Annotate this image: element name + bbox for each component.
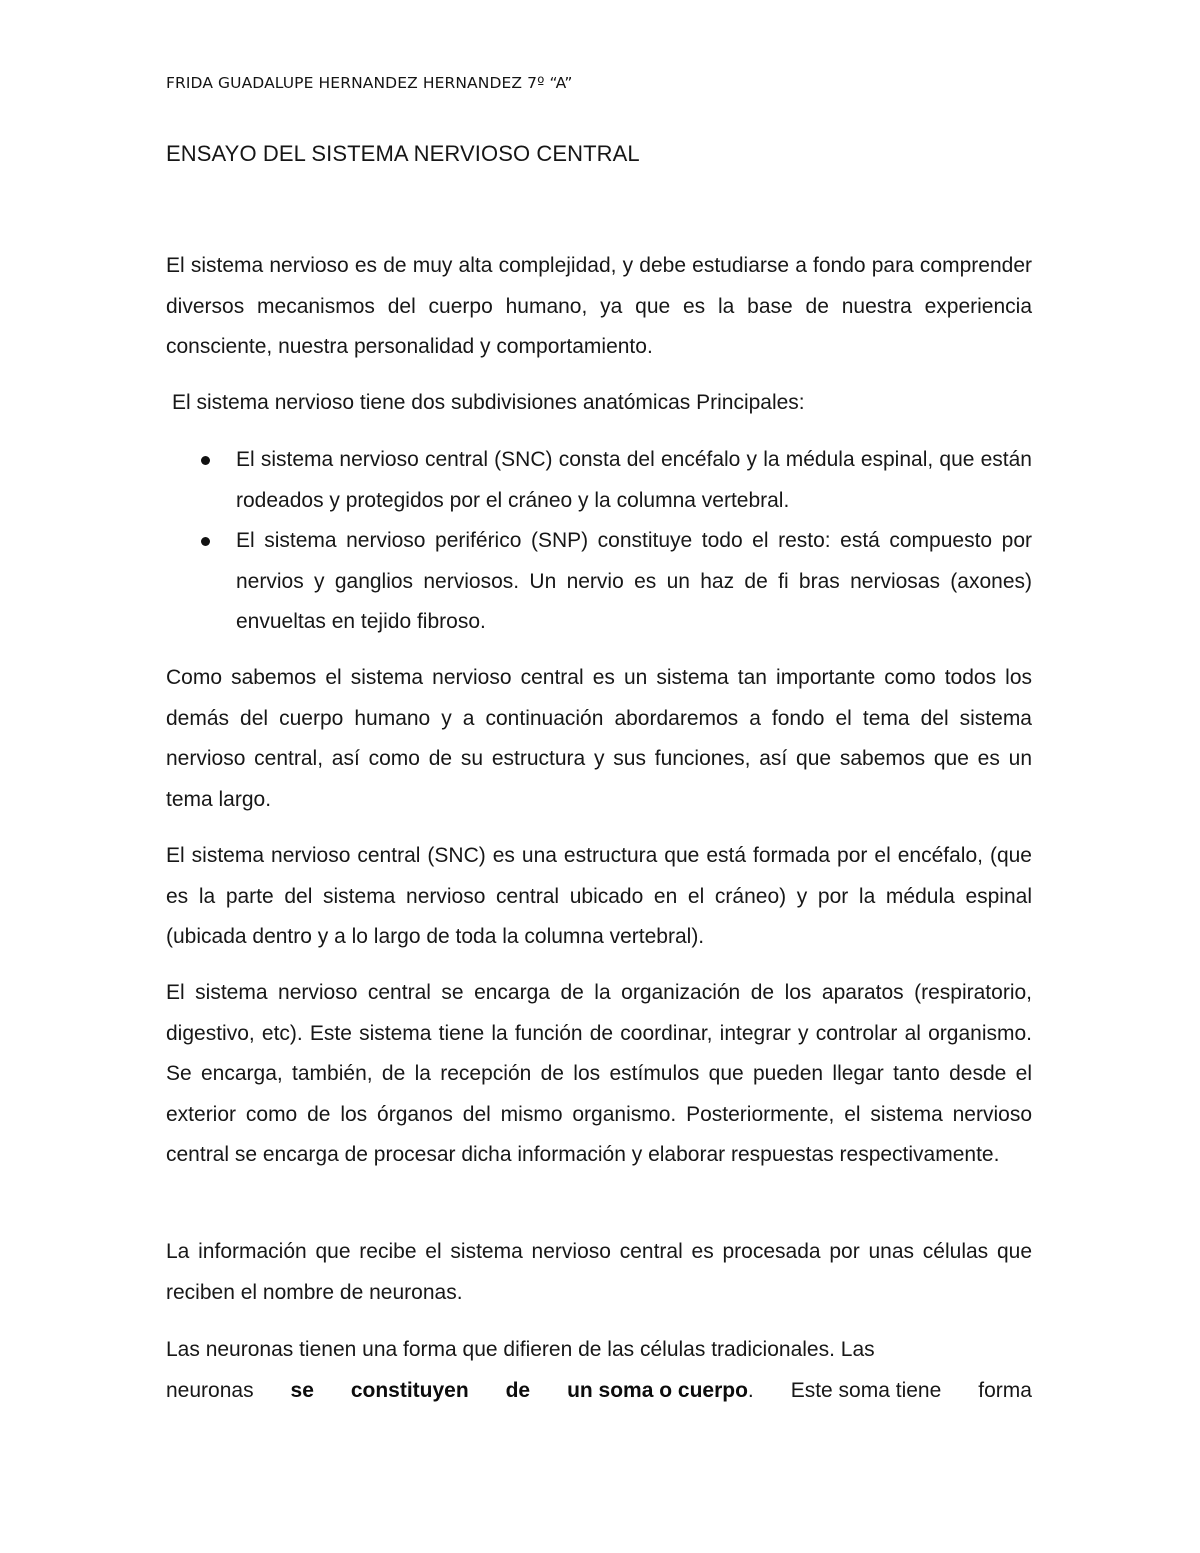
bullet-dot-icon	[201, 456, 210, 465]
bold-word: se	[290, 1378, 314, 1402]
bold-phrase-group	[567, 1371, 754, 1412]
word: neuronas	[166, 1378, 254, 1402]
bullet-dot-icon	[201, 537, 210, 546]
bullet-text: El sistema nervioso central (SNC) consta del encéfalo y la médula espinal, que están rodeados y protegidos por el cráneo y la columna vertebral.	[236, 448, 1032, 512]
paragraph-snc-function: El sistema nervioso central se encarga de la organización de los aparatos (respiratorio, digestivo, etc). Este sistema tiene la función de coordinar, integrar y controlar al organismo. Se encarga, también, de la recepción de los estímulos que pueden llegar tanto desde el exterior como de los órganos del mismo organismo. Posteriormente, el sistema nervioso central se encarga de procesar dicha información y elaborar respuestas respectivamente.	[166, 981, 1032, 1166]
list-item	[166, 440, 1032, 521]
punctuation: .	[747, 1378, 754, 1402]
paragraph-neuron-form	[166, 1330, 1032, 1411]
bold-word: constituyen	[350, 1378, 469, 1402]
bold-phrase: un soma o cuerpo	[567, 1378, 748, 1402]
author-header: FRIDA GUADALUPE HERNANDEZ HERNANDEZ 7º “A”	[166, 74, 573, 92]
paragraph-importance: Como sabemos el sistema nervioso central es un sistema tan importante como todos los demás del cuerpo humano y a continuación abordaremos a fondo el tema del sistema nervioso central, así como de su estructura y sus funciones, así que sabemos que es un tema largo.	[166, 666, 1032, 811]
paragraph-line-justified	[166, 1371, 1032, 1412]
bullet-text: El sistema nervioso periférico (SNP) constituye todo el resto: está compuesto por nervios y ganglios nerviosos. Un nervio es un haz de fi bras nerviosas (axones) envueltas en tejido fibroso.	[236, 529, 1032, 633]
paragraph-snc-structure: El sistema nervioso central (SNC) es una estructura que está formada por el encéfalo, (que es la parte del sistema nervioso central ubicado en el cráneo) y por la médula espinal (ubicada dentro y a lo largo de toda la columna vertebral).	[166, 844, 1032, 948]
word: Este soma tiene	[790, 1378, 942, 1402]
paragraph-intro: El sistema nervioso es de muy alta complejidad, y debe estudiarse a fondo para comprender diversos mecanismos del cuerpo humano, ya que es la base de nuestra experiencia consciente, nuestra personalidad y comportamiento.	[166, 254, 1032, 358]
paragraph-neurons: La información que recibe el sistema nervioso central es procesada por unas células que reciben el nombre de neuronas.	[166, 1240, 1032, 1304]
essay-title: ENSAYO DEL SISTEMA NERVIOSO CENTRAL	[166, 141, 640, 166]
paragraph-subdivisions: El sistema nervioso tiene dos subdivisiones anatómicas Principales:	[172, 391, 805, 414]
list-item	[166, 521, 1032, 643]
subdivisions-list	[166, 440, 1032, 643]
bold-word: de	[505, 1378, 531, 1402]
paragraph-line: Las neuronas tienen una forma que difieren de las células tradicionales. Las	[166, 1338, 875, 1361]
word: forma	[978, 1378, 1032, 1402]
